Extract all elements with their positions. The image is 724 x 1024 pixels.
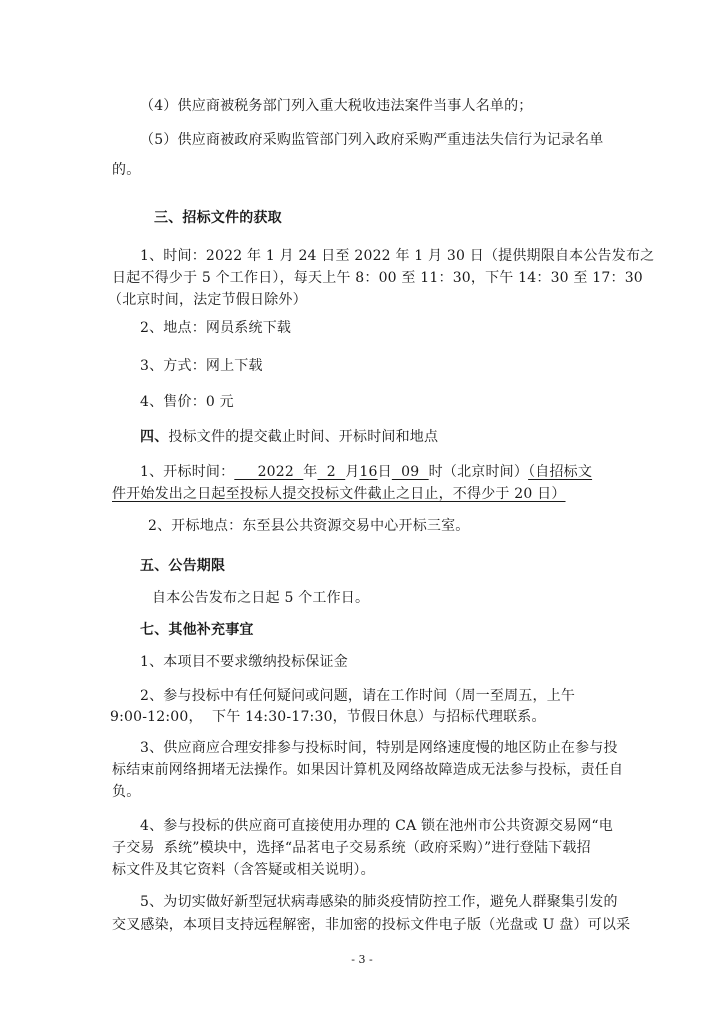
bid-opening-year: 2022 [234, 464, 304, 480]
supplement-item-4-line-1: 4、参与投标的供应商可直接使用办理的 CA 锁在池州市公共资源交易网“电 [140, 818, 613, 834]
announcement-period: 自本公告发布之日起 5 个工作日。 [152, 590, 370, 606]
doc-acquisition-time-line-2: 日起不得少于 5 个工作日），每天上午 8：00 至 11：30，下午 14：30 至 17：30 [112, 270, 643, 286]
bid-opening-location: 2、开标地点：东至县公共资源交易中心开标三室。 [148, 518, 470, 534]
supplement-item-2-line-2: 9:00-12:00， 下午 14:30-17:30，节假日休息）与招标代理联系。 [110, 709, 546, 725]
doc-acquisition-time-line-3: （北京时间，法定节假日除外） [108, 292, 307, 308]
bid-opening-day: 16 [359, 464, 378, 480]
supplement-item-1: 1、本项目不要求缴纳投标保证金 [140, 654, 348, 670]
disqualification-item-5-line-1: （5）供应商被政府采购监管部门列入政府采购严重违法失信行为记录名单 [140, 132, 604, 148]
doc-acquisition-time-line-1: 1、时间：2022 年 1 月 24 日至 2022 年 1 月 30 日（提供期限自本公告发布之 [140, 248, 655, 264]
disqualification-item-5-line-2: 的。 [112, 162, 141, 178]
hour-unit: 时（北京时间） [428, 464, 529, 480]
bid-opening-month: 2 [317, 464, 346, 480]
doc-acquisition-location: 2、地点：网员系统下载 [140, 320, 292, 336]
supplement-item-3-line-3: 负。 [112, 784, 141, 800]
section-3-heading: 三、招标文件的获取 [154, 210, 282, 226]
page-number: - 3 - [351, 953, 373, 966]
supplement-item-3-line-2: 标结束前网络拥堵无法操作。如果因计算机及网络故障造成无法参与投标，责任自 [112, 762, 624, 778]
supplement-item-2-line-1: 2、参与投标中有任何疑问或问题，请在工作时间（周一至周五，上午 [140, 688, 576, 704]
bid-opening-time-line-1 [140, 462, 592, 482]
doc-acquisition-method: 3、方式：网上下载 [140, 358, 263, 374]
bid-opening-hour: 09 [391, 464, 429, 480]
section-5-heading: 五、公告期限 [140, 558, 226, 574]
bid-opening-label: 1、开标时间： [140, 464, 235, 480]
section-7-heading: 七、其他补充事宜 [140, 622, 254, 638]
day-unit: 日 [377, 464, 392, 480]
bid-opening-note-start: （自招标文 [528, 464, 593, 480]
section-4-title: 投标文件的提交截止时间、开标时间和地点 [168, 429, 439, 445]
doc-price: 4、售价：0 元 [140, 394, 234, 410]
year-unit: 年 [303, 464, 318, 480]
supplement-item-5-line-2: 交叉感染，本项目支持远程解密，非加密的投标文件电子版（光盘或 U 盘）可以采 [112, 917, 631, 933]
section-4-number: 四、 [140, 429, 169, 445]
disqualification-item-4: （4）供应商被税务部门列入重大税收违法案件当事人名单的； [140, 98, 533, 114]
bid-opening-time-line-2: 件开始发出之日起至投标人提交投标文件截止之日止，不得少于 20 日） [112, 486, 566, 502]
supplement-item-4-line-2: 子交易 系统”模块中，选择“品茗电子交易系统（政府采购）”进行登陆下载招 [112, 840, 591, 856]
section-4-heading [140, 427, 438, 447]
supplement-item-3-line-1: 3、供应商应合理安排参与投标时间，特别是网络速度慢的地区防止在参与投 [140, 740, 618, 756]
supplement-item-4-line-3: 标文件及其它资料（含答疑或相关说明）。 [112, 862, 375, 878]
month-unit: 月 [345, 464, 360, 480]
supplement-item-5-line-1: 5、为切实做好新型冠状病毒感染的肺炎疫情防控工作，避免人群聚集引发的 [140, 894, 618, 910]
